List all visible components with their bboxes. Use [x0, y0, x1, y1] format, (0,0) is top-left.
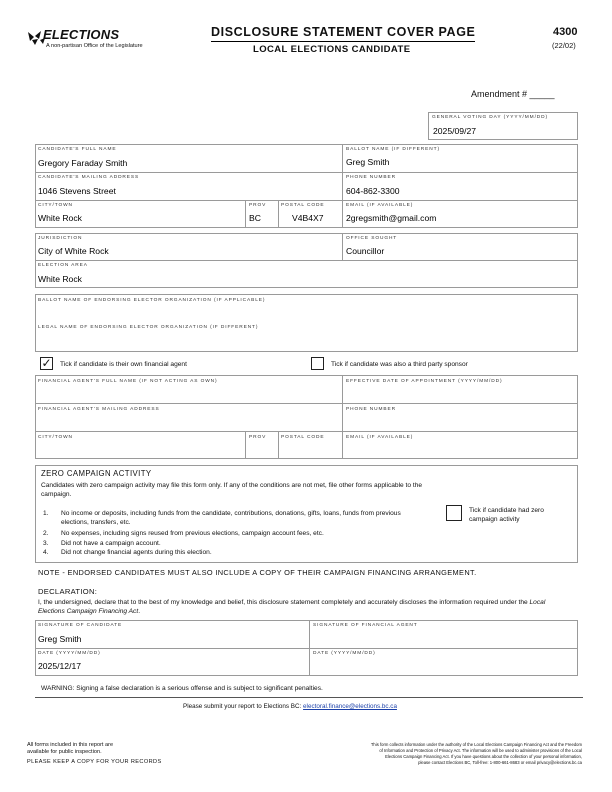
zero-campaign-intro: Candidates with zero campaign activity may file this form only. If any of the conditions are not met, file other forms applicable to the campaign.: [41, 482, 423, 498]
submit-email-link[interactable]: electoral.finance@elections.bc.ca: [303, 703, 397, 710]
election-area-label: ELECTION AREA: [38, 263, 88, 268]
general-voting-day-value: 2025/09/27: [433, 126, 477, 136]
declaration-act-name: Local Elections Campaign Financing Act: [38, 599, 546, 615]
zero-campaign-tick-label: Tick if candidate had zero campaign activity: [469, 507, 544, 523]
logo-tagline: A non-partisan Office of the Legislature: [46, 43, 143, 49]
candidate-postal-field[interactable]: V4B4X7: [292, 213, 324, 223]
third-party-checkbox[interactable]: [311, 357, 324, 370]
agent-phone-label: PHONE NUMBER: [346, 407, 396, 412]
office-sought-label: OFFICE SOUGHT: [346, 236, 398, 241]
general-voting-day-box[interactable]: [428, 112, 578, 140]
amendment-field[interactable]: Amendment # _____: [471, 89, 555, 99]
footer-keep-copy: PLEASE KEEP A COPY FOR YOUR RECORDS: [27, 759, 162, 766]
elector-org-legal-label: LEGAL NAME OF ENDORSING ELECTOR ORGANIZATION (IF DIFFERENT): [38, 325, 259, 330]
own-agent-checkbox[interactable]: ✓: [41, 356, 52, 370]
candidate-city-field[interactable]: White Rock: [38, 213, 82, 223]
candidate-prov-label: PROV: [249, 203, 267, 208]
page-subtitle: LOCAL ELECTIONS CANDIDATE: [253, 44, 411, 55]
candidate-city-label: CITY/TOWN: [38, 203, 73, 208]
declaration-text: I, the undersigned, declare that to the best of my knowledge and belief, this disclosure statement completely and accurately discloses the information required under the Local Elections Campaign Financing Act.: [38, 599, 546, 615]
candidate-email-label: EMAIL (IF AVAILABLE): [346, 203, 414, 208]
election-area-field[interactable]: White Rock: [38, 274, 82, 284]
agent-postal-label: POSTAL CODE: [281, 435, 325, 440]
declaration-heading: DECLARATION:: [38, 587, 98, 596]
ballot-name-field[interactable]: Greg Smith: [346, 157, 390, 167]
jurisdiction-field[interactable]: City of White Rock: [38, 246, 109, 256]
candidate-date-field[interactable]: 2025/12/17: [38, 661, 82, 671]
third-party-label: Tick if candidate was also a third party sponsor: [331, 361, 468, 368]
candidate-mailing-field[interactable]: 1046 Stevens Street: [38, 186, 116, 196]
endorsement-note: NOTE - ENDORSED CANDIDATES MUST ALSO INCLUDE A COPY OF THEIR CAMPAIGN FINANCING ARRANGEMENT.: [38, 568, 477, 577]
warning-text: WARNING: Signing a false declaration is a serious offense and is subject to significant penalties.: [41, 685, 323, 692]
page-title: DISCLOSURE STATEMENT COVER PAGE: [211, 25, 475, 42]
footer-public-line-2: available for public inspection.: [27, 749, 102, 756]
candidate-name-label: CANDIDATE'S FULL NAME: [38, 147, 117, 152]
candidate-email-field[interactable]: 2gregsmith@gmail.com: [346, 213, 437, 223]
form-number: 4300: [553, 26, 578, 38]
general-voting-day-label: GENERAL VOTING DAY (YYYY/MM/DD): [432, 115, 549, 120]
zero-campaign-heading: ZERO CAMPAIGN ACTIVITY: [41, 469, 152, 478]
elections-bc-logo: [26, 27, 166, 53]
agent-email-label: EMAIL (IF AVAILABLE): [346, 435, 414, 440]
footer-privacy-notice: This form collects information under the authority of the Local Elections Campaign Financing Act and the Freedom of Information and Protection of Privacy Act. The information will be used to administer provisions of the Local Elections Campaign Financing Act. If you have questions about the collection of your personal information, please contact Elections BC, Toll-free: 1-800-661-8683 or email privacy@elections.bc.ca: [370, 742, 582, 765]
office-sought-field[interactable]: Councillor: [346, 246, 385, 256]
agent-date-label: DATE (YYYY/MM/DD): [313, 651, 376, 656]
zero-campaign-checkbox[interactable]: [446, 505, 462, 521]
submit-line: [183, 703, 397, 710]
ballot-name-label: BALLOT NAME (IF DIFFERENT): [346, 147, 440, 152]
candidate-phone-field[interactable]: 604-862-3300: [346, 186, 400, 196]
agent-effective-date-label: EFFECTIVE DATE OF APPOINTMENT (YYYY/MM/DD): [346, 379, 503, 384]
agent-signature-label: SIGNATURE OF FINANCIAL AGENT: [313, 623, 418, 628]
form-version: (22/02): [552, 41, 576, 50]
agent-city-label: CITY/TOWN: [38, 435, 73, 440]
agent-name-label: FINANCIAL AGENT'S FULL NAME (IF NOT ACTING AS OWN): [38, 379, 218, 384]
footer-public-line-1: All forms included in this report are: [27, 742, 114, 748]
agent-prov-label: PROV: [249, 435, 267, 440]
footer-left: [27, 742, 162, 767]
candidate-prov-field[interactable]: BC: [249, 213, 261, 223]
candidate-phone-label: PHONE NUMBER: [346, 175, 396, 180]
candidate-mailing-label: CANDIDATE'S MAILING ADDRESS: [38, 175, 140, 180]
candidate-name-field[interactable]: Gregory Faraday Smith: [38, 158, 128, 168]
submit-text: Please submit your report to Elections BC:: [183, 703, 302, 710]
elector-org-ballot-label: BALLOT NAME OF ENDORSING ELECTOR ORGANIZATION (IF APPLICABLE): [38, 298, 266, 303]
candidate-signature-label: SIGNATURE OF CANDIDATE: [38, 623, 123, 628]
own-agent-label: Tick if candidate is their own financial agent: [60, 361, 187, 368]
agent-mailing-label: FINANCIAL AGENT'S MAILING ADDRESS: [38, 407, 160, 412]
financial-agent-box: [35, 375, 578, 459]
candidate-postal-label: POSTAL CODE: [281, 203, 325, 208]
candidate-date-label: DATE (YYYY/MM/DD): [38, 651, 101, 656]
candidate-signature-field[interactable]: Greg Smith: [38, 634, 82, 644]
logo-text: ELECTIONS: [43, 27, 120, 42]
jurisdiction-label: JURISDICTION: [38, 236, 83, 241]
warning-divider: [35, 697, 583, 698]
